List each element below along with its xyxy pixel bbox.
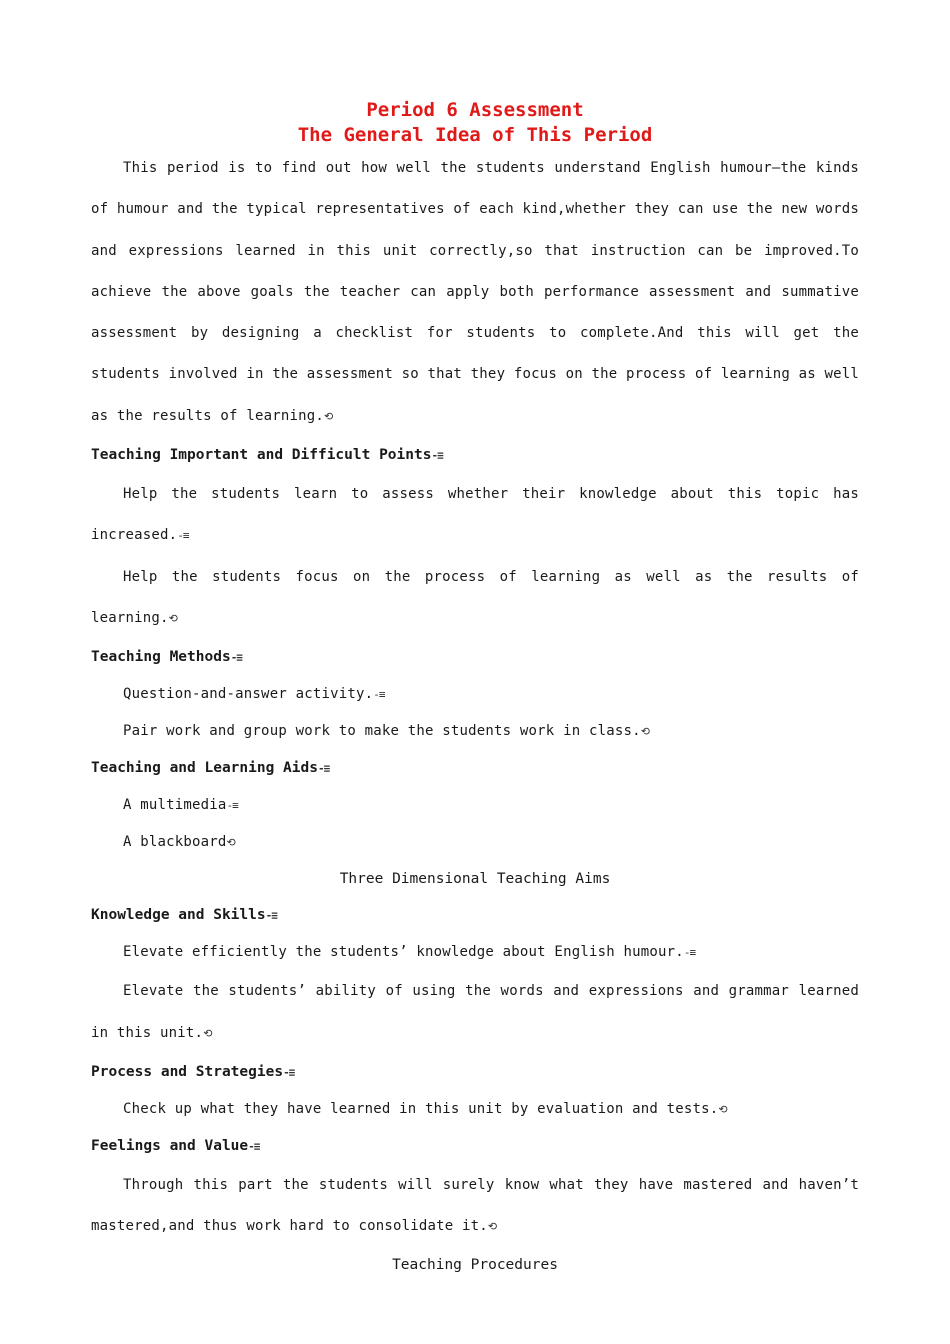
list-item: Elevate efficiently the students’ knowledge about English humour.-≡ [123,944,696,961]
section-heading-procedures: Teaching Procedures [392,1257,558,1274]
paragraph-mark-icon: ⟲ [718,1102,727,1116]
intro-paragraph: This period is to find out how well the students understand English humour—the kinds of humour and the typical representatives of each kind,whether they can use the new words and expressions learned in this unit correctly,so that instruction can be improved.To achieve the above goals the teacher can apply both performance assessment and summative assessment by designing a checklist for students to complete.And this will get the students involved in the assessment so that they focus on the process of learning as well as the results of learning.⟲ [91,160,859,424]
list-item: Help the students learn to assess whether their knowledge about this topic has increased.-≡ [91,486,859,544]
line-mark-icon: -≡ [226,799,238,813]
paragraph-mark-icon: ⟲ [203,1026,212,1040]
list-item: Question-and-answer activity.-≡ [123,686,385,703]
section-heading-methods: Teaching Methods-≡ [91,649,242,666]
list-item: Check up what they have learned in this unit by evaluation and tests.⟲ [123,1100,727,1117]
line-mark-icon: -≡ [317,762,330,776]
line-mark-icon: -≡ [283,1065,295,1079]
section-heading-important: Teaching Important and Difficult Points-≡ [91,447,443,464]
line-mark-icon: -≡ [431,449,443,463]
page-title: Period 6 Assessment [366,99,584,121]
list-item: A multimedia-≡ [123,797,238,814]
section-heading-knowledge: Knowledge and Skills-≡ [91,907,277,924]
line-mark-icon: -≡ [683,946,696,960]
line-mark-icon: -≡ [265,909,277,923]
paragraph-mark-icon: ⟲ [226,836,235,850]
list-item: Pair work and group work to make the students work in class.⟲ [123,723,649,740]
section-heading-feelings: Feelings and Value-≡ [91,1137,260,1154]
line-mark-icon: -≡ [230,651,242,665]
paragraph-mark-icon: ⟲ [487,1220,497,1234]
line-mark-icon: -≡ [177,529,189,543]
list-item: A blackboard⟲ [123,834,235,851]
list-item: Elevate the students’ ability of using the words and expressions and grammar learned in this unit.⟲ [91,983,859,1041]
line-mark-icon: -≡ [373,688,385,702]
list-item: Help the students focus on the process of learning as well as the results of learning.⟲ [91,568,859,626]
document-page [91,98,859,1283]
page-subtitle: The General Idea of This Period [297,124,653,146]
line-mark-icon: -≡ [248,1139,260,1153]
paragraph-mark-icon: ⟲ [323,409,333,423]
paragraph-mark-icon: ⟲ [640,725,649,739]
paragraph-mark-icon: ⟲ [168,611,177,625]
section-heading-process: Process and Strategies-≡ [91,1063,295,1080]
list-item: Through this part the students will surely know what they have mastered and haven’t mastered,and thus work hard to consolidate it.⟲ [91,1176,859,1235]
section-heading-aids: Teaching and Learning Aids-≡ [91,760,330,777]
section-heading-aims: Three Dimensional Teaching Aims [339,871,611,888]
